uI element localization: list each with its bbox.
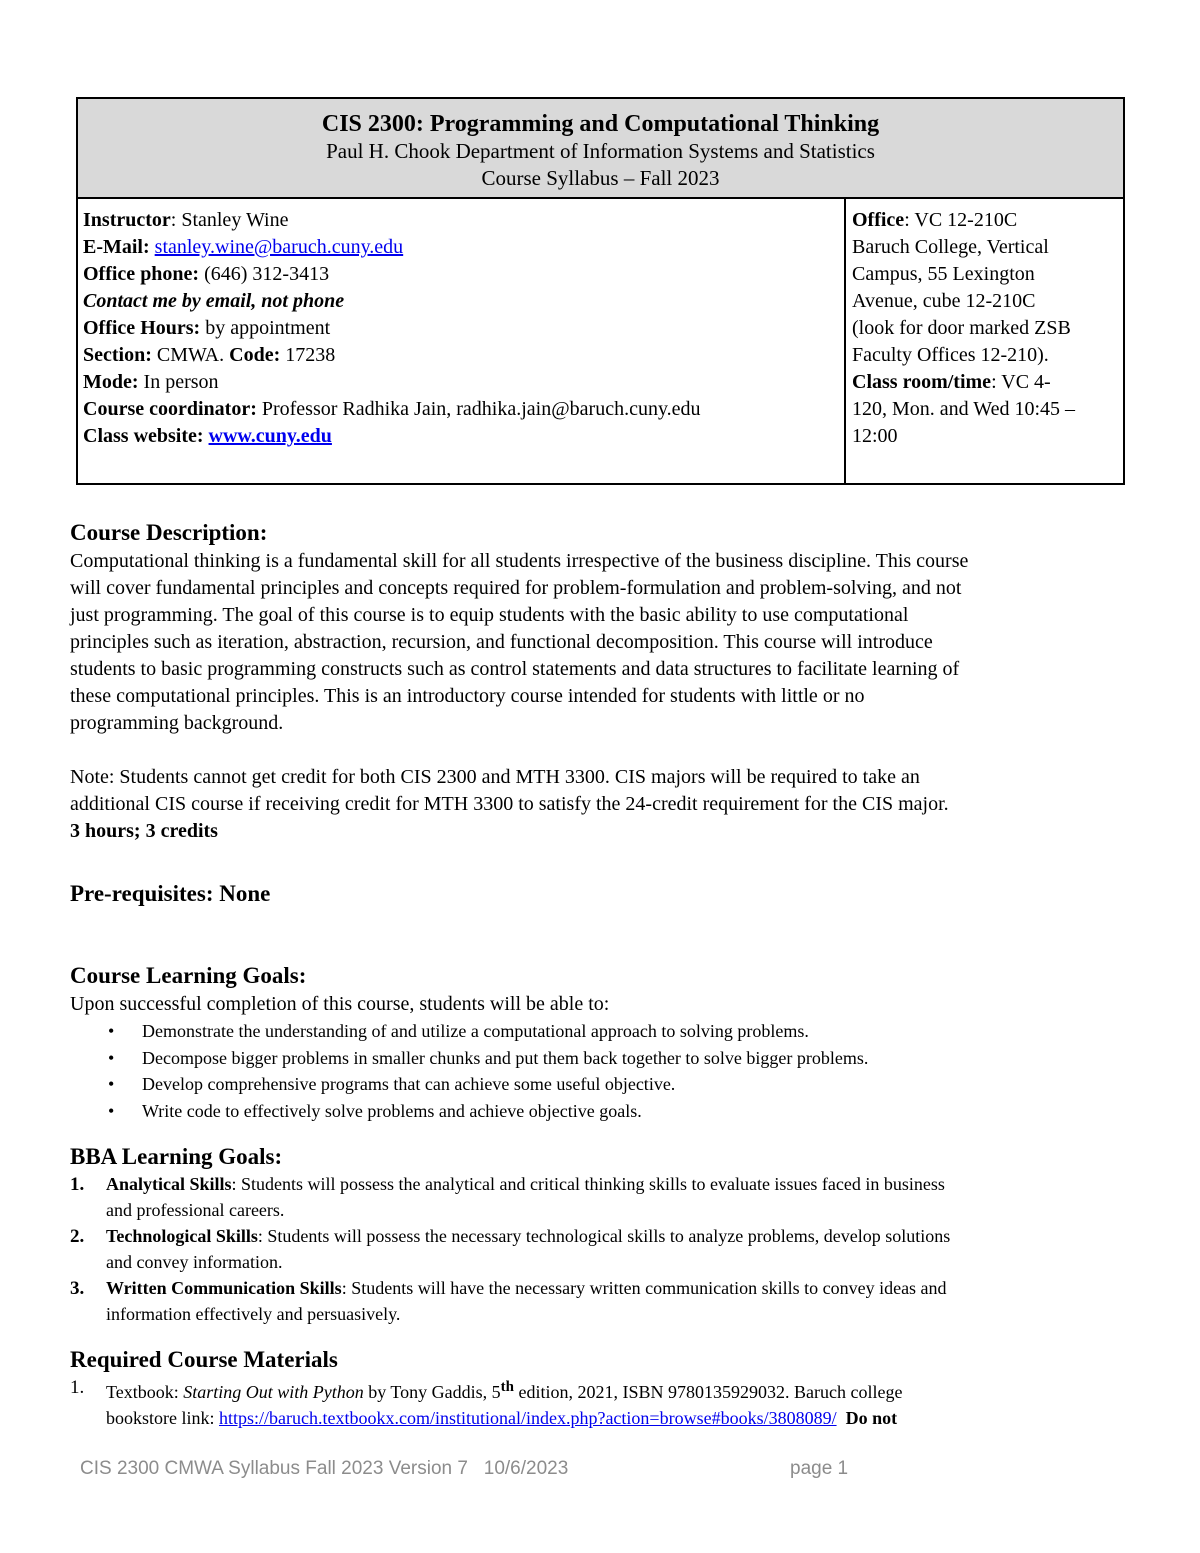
list-item: [70, 1224, 1140, 1275]
course-info-table: [76, 197, 1125, 485]
department-name: Paul H. Chook Department of Information Systems and Statistics: [326, 139, 875, 163]
trailing-text: Do not: [845, 1407, 898, 1428]
credits-text: 3 hours; 3 credits: [70, 820, 218, 842]
email-label: E-Mail:: [83, 236, 150, 258]
classroom-line: [852, 369, 1122, 396]
list-item: [70, 1045, 1140, 1072]
classroom-label: Class room/time: [852, 371, 992, 393]
code-label: Code:: [229, 344, 281, 366]
section-value: CMWA.: [151, 344, 230, 366]
list-item: [70, 1018, 1140, 1045]
footer-page-number: page 1: [790, 1458, 849, 1479]
contact-note: Contact me by email, not phone: [83, 290, 345, 312]
office-hours-value: by appointment: [200, 317, 331, 339]
bookstore-label: bookstore link:: [106, 1407, 219, 1428]
phone-label: Office phone:: [83, 263, 200, 285]
bullet-icon: •: [108, 1047, 115, 1068]
list-item: [70, 1375, 1140, 1431]
materials-heading: Required Course Materials: [70, 1347, 338, 1372]
coordinator-value: Professor Radhika Jain, radhika.jain@baruch.cuny.edu: [256, 398, 701, 420]
office-info-cell: [846, 197, 1123, 483]
syllabus-body: [70, 518, 1140, 1432]
course-description-text: [70, 548, 1140, 737]
footer-document-info: CIS 2300 CMWA Syllabus Fall 2023 Version 7 10/6/2023: [80, 1458, 569, 1479]
classroom-time-line: 120, Mon. and Wed 10:45 –: [852, 398, 1076, 420]
office-address-line: Faculty Offices 12-210).: [852, 344, 1049, 366]
bullet-icon: •: [108, 1021, 115, 1041]
course-description-heading: Course Description:: [70, 520, 268, 545]
bookstore-link[interactable]: https://baruch.textbookx.com/institutional/index.php?action=browse#books/3808089/: [219, 1407, 837, 1428]
bullet-icon: •: [108, 1100, 115, 1121]
office-address-line: Avenue, cube 12-210C: [852, 290, 1036, 312]
item-number: 1.: [70, 1174, 85, 1195]
section-line: [83, 342, 701, 369]
list-item: [70, 1172, 1140, 1223]
goal-title: Written Communication Skills: [106, 1278, 342, 1298]
goal-text: Write code to effectively solve problems and achieve objective goals.: [142, 1100, 642, 1121]
office-address-line: Baruch College, Vertical: [852, 236, 1049, 258]
list-item: [70, 1071, 1140, 1098]
goal-text: Decompose bigger problems in smaller chunks and put them back together to solve bigger problems.: [142, 1047, 869, 1068]
item-number: 3.: [70, 1278, 85, 1299]
description-line: students to basic programming constructs such as control statements and data structures to facilitate learning of: [70, 658, 960, 680]
goal-text: information effectively and persuasively.: [106, 1303, 401, 1324]
book-title: Starting Out with Python: [183, 1382, 364, 1402]
website-line: [83, 423, 701, 450]
book-details: edition, 2021, ISBN 9780135929032. Baruch college: [514, 1382, 903, 1402]
instructor-label: Instructor: [83, 209, 171, 231]
book-author: by Tony Gaddis, 5: [363, 1382, 501, 1402]
classroom-time-line: 12:00: [852, 425, 898, 447]
goal-title: Analytical Skills: [106, 1174, 232, 1194]
instructor-value: : Stanley Wine: [170, 209, 289, 231]
description-line: Computational thinking is a fundamental skill for all students irrespective of the business discipline. This course: [70, 550, 969, 572]
materials-prefix: Textbook:: [106, 1382, 184, 1402]
goal-text: and professional careers.: [106, 1199, 285, 1220]
list-item: [70, 1276, 1140, 1327]
list-item: [70, 1098, 1140, 1125]
learning-goals-list: [70, 1018, 1140, 1124]
learning-goals-intro: Upon successful completion of this course, students will be able to:: [70, 993, 610, 1015]
goal-text: : Students will have the necessary written communication skills to convey ideas and: [341, 1278, 947, 1298]
phone-line: [83, 261, 701, 288]
course-title: CIS 2300: Programming and Computational Thinking: [321, 111, 880, 137]
prerequisites-heading: Pre-requisites: None: [70, 881, 271, 906]
office-value: : VC 12-210C: [904, 209, 1018, 231]
office-line: [852, 207, 1122, 234]
item-number: 2.: [70, 1226, 85, 1247]
goal-title: Technological Skills: [106, 1226, 258, 1246]
item-number: 1.: [70, 1377, 85, 1398]
office-hours-label: Office Hours:: [83, 317, 201, 339]
section-label: Section:: [83, 344, 152, 366]
edition-superscript: th: [500, 1379, 515, 1395]
goal-text: Demonstrate the understanding of and utilize a computational approach to solving problems.: [142, 1021, 809, 1041]
phone-value: (646) 312-3413: [199, 263, 330, 285]
description-line: just programming. The goal of this course is to equip students with the basic ability to use computational: [70, 604, 909, 626]
materials-list: [70, 1375, 1140, 1431]
email-link[interactable]: stanley.wine@baruch.cuny.edu: [154, 236, 404, 258]
office-address-line: Campus, 55 Lexington: [852, 263, 1035, 285]
bullet-icon: •: [108, 1074, 115, 1094]
description-line: will cover fundamental principles and concepts required for problem-formulation and problem-solving, and not: [70, 577, 962, 599]
bba-goals-list: [70, 1172, 1140, 1327]
instructor-info-cell: [78, 197, 846, 483]
coordinator-line: [83, 396, 701, 423]
office-hours-line: [83, 315, 701, 342]
page-footer: [80, 1458, 1080, 1480]
office-label: Office: [852, 209, 905, 231]
note-line: Note: Students cannot get credit for both CIS 2300 and MTH 3300. CIS majors will be required to take an: [70, 766, 920, 788]
description-line: programming background.: [70, 712, 284, 734]
description-line: these computational principles. This is an introductory course intended for students with little or no: [70, 685, 865, 707]
mode-line: [83, 369, 701, 396]
goal-text: : Students will possess the analytical and critical thinking skills to evaluate issues faced in business: [231, 1174, 945, 1194]
instructor-line: [83, 207, 701, 234]
mode-value: In person: [138, 371, 219, 393]
classroom-value: : VC 4-: [991, 371, 1051, 393]
mode-label: Mode:: [83, 371, 139, 393]
goal-text: Develop comprehensive programs that can achieve some useful objective.: [142, 1074, 676, 1094]
coordinator-label: Course coordinator:: [83, 398, 257, 420]
website-label: Class website:: [83, 425, 204, 447]
website-link[interactable]: www.cuny.edu: [208, 425, 332, 447]
note-line: additional CIS course if receiving credit for MTH 3300 to satisfy the 24-credit requirement for the CIS major.: [70, 793, 949, 815]
goal-text: and convey information.: [106, 1251, 283, 1272]
office-address-line: (look for door marked ZSB: [852, 317, 1071, 339]
course-header: [76, 97, 1125, 199]
credit-note: [70, 764, 1140, 845]
learning-goals-heading: Course Learning Goals:: [70, 963, 307, 988]
bba-goals-heading: BBA Learning Goals:: [70, 1144, 283, 1169]
goal-text: : Students will possess the necessary technological skills to analyze problems, develop solutions: [257, 1226, 951, 1246]
description-line: principles such as iteration, abstraction, recursion, and functional decomposition. This course will introduce: [70, 631, 933, 653]
code-value: 17238: [280, 344, 336, 366]
syllabus-term: Course Syllabus – Fall 2023: [481, 166, 720, 190]
email-line: [83, 234, 701, 261]
